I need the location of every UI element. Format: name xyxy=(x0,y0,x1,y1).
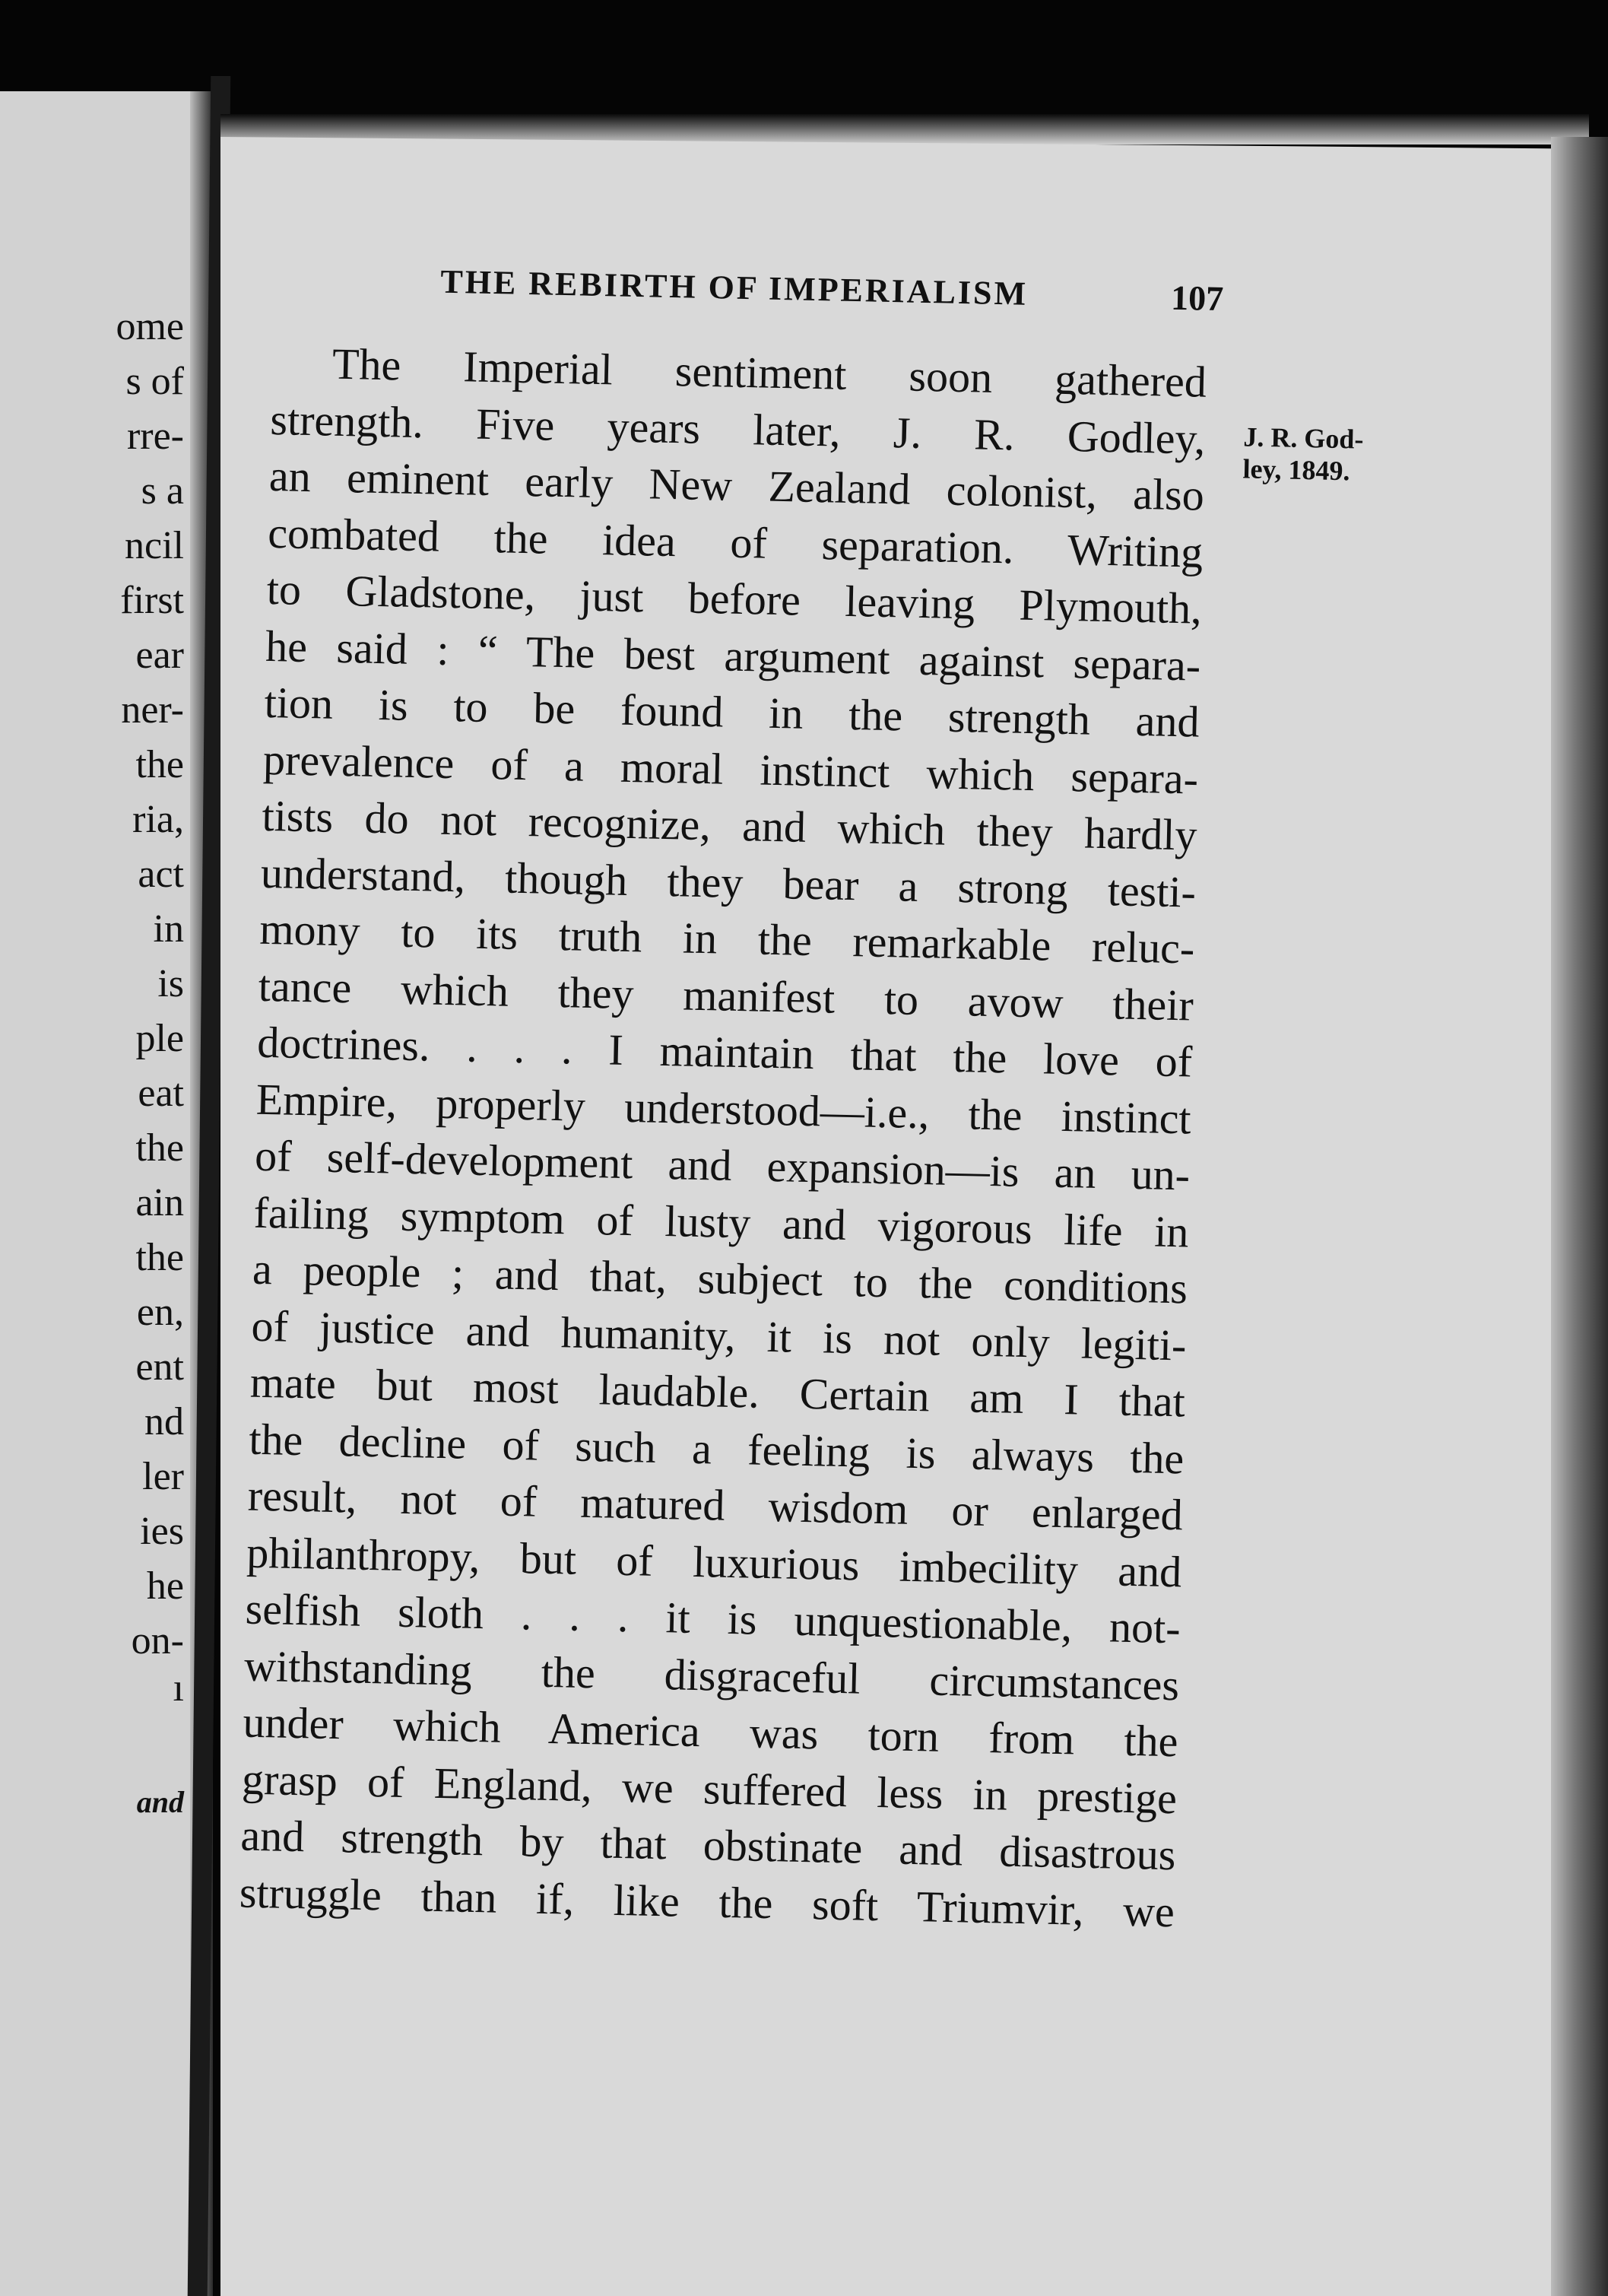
left-fragment: ome xyxy=(116,305,184,348)
text-line: and strength by that obstinate and disastrous xyxy=(239,1810,1176,1880)
body-text xyxy=(239,335,1207,1940)
text-line: the decline of such a feeling is always the xyxy=(248,1414,1185,1483)
text-line: The Imperial sentiment soon gathered xyxy=(331,338,1207,407)
text-line: understand, though they bear a strong testi- xyxy=(260,847,1197,917)
left-fragment: rre- xyxy=(126,414,184,458)
left-fragment: en, xyxy=(136,1291,184,1334)
text-line: tance which they manifest to avow their xyxy=(258,961,1194,1031)
text-line: selfish sloth . . . it is unquestionable, not- xyxy=(245,1583,1181,1653)
left-fragment: ear xyxy=(135,634,184,677)
text-line: he said : “ The best argument against separa- xyxy=(265,621,1201,691)
text-line: withstanding the disgraceful circumstances xyxy=(243,1640,1180,1710)
left-fragment: ent xyxy=(135,1345,184,1389)
text-line: a people ; and that, subject to the conditions xyxy=(252,1243,1188,1313)
left-fragment: and xyxy=(136,1785,184,1819)
text-line: under which America was torn from the xyxy=(243,1697,1179,1767)
left-fragment: he xyxy=(146,1564,184,1608)
text-line: tion is to be found in the strength and xyxy=(264,677,1200,747)
left-fragment: the xyxy=(135,1126,184,1170)
marginal-note-line: ley, 1849. xyxy=(1242,453,1350,487)
left-fragment: nd xyxy=(144,1400,184,1443)
left-fragment: the xyxy=(135,1236,184,1279)
text-line: of self-development and expansion—is an un- xyxy=(254,1130,1191,1200)
left-fragment: s of xyxy=(125,360,184,403)
text-line: prevalence of a moral instinct which separa- xyxy=(262,734,1199,804)
text-line: grasp of England, we suffered less in prestige xyxy=(241,1754,1178,1823)
left-fragment: is xyxy=(157,962,184,1005)
text-line: Empire, properly understood—i.e., the instinct xyxy=(255,1074,1192,1144)
text-line: philanthropy, but of luxurious imbecility and xyxy=(246,1527,1182,1596)
text-line: to Gladstone, just before leaving Plymouth, xyxy=(266,564,1203,634)
left-fragment: first xyxy=(120,579,184,622)
left-fragment: in xyxy=(153,907,184,951)
left-fragment: ple xyxy=(135,1017,184,1060)
left-fragment: ler xyxy=(142,1455,184,1498)
page-content xyxy=(237,259,1262,2028)
left-page-text xyxy=(0,304,189,1825)
left-fragment: ria, xyxy=(132,798,184,841)
left-fragment: ies xyxy=(140,1510,184,1553)
text-line: struggle than if, like the soft Triumvir, we xyxy=(239,1867,1175,1936)
marginal-note xyxy=(1242,421,1364,487)
left-fragment: ain xyxy=(135,1181,184,1224)
running-head: THE REBIRTH OF IMPERIALISM xyxy=(439,262,1029,313)
text-line: of justice and humanity, it is not only legiti- xyxy=(250,1300,1188,1370)
left-fragment: the xyxy=(135,743,184,786)
text-line: an eminent early New Zealand colonist, also xyxy=(268,450,1205,520)
left-fragment: on- xyxy=(131,1619,184,1662)
text-line: result, not of matured wisdom or enlarged xyxy=(247,1470,1184,1540)
left-fragment: s a xyxy=(141,469,184,513)
page-edge-shadow xyxy=(1551,137,1608,2296)
text-line: failing symptom of lusty and vigorous life in xyxy=(253,1187,1190,1256)
marginal-note-line: J. R. God- xyxy=(1243,421,1364,455)
text-line: doctrines. . . . I maintain that the love of xyxy=(256,1017,1193,1087)
text-line: strength. Five years later, J. R. Godley, xyxy=(269,394,1206,464)
text-line: tists do not recognize, and which they hardly xyxy=(261,790,1198,860)
left-fragment: ncil xyxy=(125,524,184,567)
page-number: 107 xyxy=(1170,278,1224,319)
left-fragment: ner- xyxy=(121,688,184,732)
left-fragment: ı xyxy=(173,1666,184,1710)
text-line: combated the idea of separation. Writing xyxy=(267,507,1204,577)
left-fragment: act xyxy=(138,853,184,896)
left-fragment: eat xyxy=(138,1072,184,1115)
text-line: mate but most laudable. Certain am I that xyxy=(249,1357,1186,1427)
text-line: mony to its truth in the remarkable reluc- xyxy=(258,903,1195,973)
